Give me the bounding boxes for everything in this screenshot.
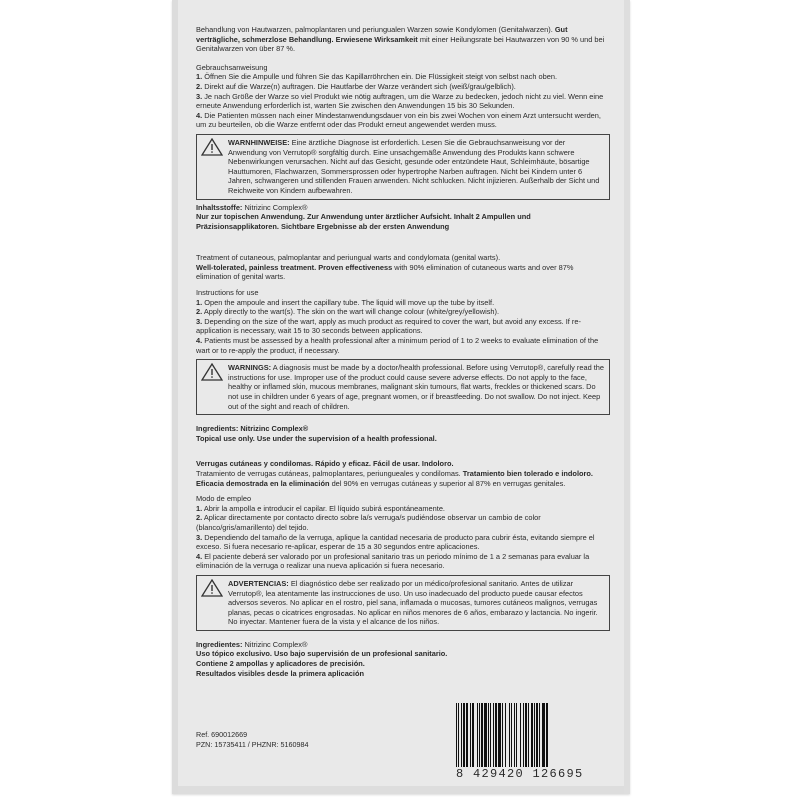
es-usage-note: Uso tópico exclusivo. Uso bajo supervisión de un profesional sanitario.	[196, 649, 448, 659]
es-step: 2. Aplicar directamente por contacto directo sobre la/s verruga/s pudiéndose observar un cambio de color (blanco/gris/amarillento) del tejido.	[196, 513, 541, 532]
es-usage-title: Modo de empleo	[196, 494, 252, 504]
panel-right-fold	[624, 0, 630, 794]
de-step: 3. Je nach Größe der Warze so viel Produkt wie nötig auftragen, um die Warze zu bedecken, jedoch nicht zu viel. Wenn eine erneute Anwendung erforderlich ist, warten Sie zwischen den Anwendungen 15 bis 30 Sekunden.	[196, 91, 604, 111]
de-step: 4. Die Patienten müssen nach einer Mindestanwendungsdauer von ein bis zwei Wochen von einem Arzt untersucht werden, um zu beurteilen, ob die Warze entfernt oder das Produkt erneut angewendet werden muss.	[196, 110, 601, 130]
de-usage-note: Nur zur topischen Anwendung. Zur Anwendung unter ärztlicher Aufsicht. Inhalt 2 Ampullen und Präzisionsapplikatoren. Sichtbare Ergebnisse ab der ersten Anwendung	[196, 212, 531, 231]
panel-left-fold	[172, 0, 178, 794]
de-ingredients: Inhaltsstoffe: Nitrizinc Complex®	[196, 202, 308, 212]
es-step: 1. Abrir la ampolla e introducir el capilar. El líquido subirá espontáneamente.	[196, 503, 445, 513]
es-warning-box: ADVERTENCIAS: El diagnóstico debe ser realizado por un médico/profesional sanitario. Antes de utilizar Verrutop®, lea atentamente las instrucciones de uso. Un uso inadecuado del producto puede causar efectos adversos severos. No aplicar en el rostro, piel sana, inflamada o mucosas, tumores cutáneos malignos, verrugas planas, pecas o cicatrices engrosadas. No aplicar en niños menores de 6 años, embarazo y lactancia. No ingerir. No inyectar. Mantener fuera de la vista y el alcance de los niños.	[196, 575, 610, 631]
english-section	[196, 253, 610, 443]
barcode-bar	[547, 703, 548, 767]
ref-number: Ref. 690012669	[196, 730, 248, 739]
ean-barcode	[456, 703, 612, 781]
en-usage-title: Instructions for use	[196, 288, 259, 298]
reference-codes	[196, 730, 309, 749]
barcode-number: 8 429420 126695	[456, 767, 612, 781]
en-intro: Treatment of cutaneous, palmoplantar and periungual warts and condylomata (genital warts). Well-tolerated, painless treatment. Proven effectiveness with 90% elimination of cutaneous warts and over 87% elimination of genital warts.	[196, 253, 574, 282]
pzn-number: PZN: 15735411 / PHZNR: 5160984	[196, 739, 309, 749]
warning-triangle-icon	[201, 363, 223, 381]
spanish-section	[196, 459, 610, 678]
es-results-note: Resultados visibles desde la primera aplicación	[196, 668, 364, 678]
de-warning-box: WARNHINWEISE: Eine ärztliche Diagnose ist erforderlich. Lesen Sie die Gebrauchsanweisung vor der Anwendung von Verrutop® sorgfältig durch. Eine unsachgemäße Anwendung des Produkts kann schwere Nebenwirkungen verursachen. Nicht auf das Gesicht, gesunde oder entzündete Haut, Schleimhäute, bösartige Hauttumoren, Flachwarzen, Sommersprossen oder hypertrophe Narben auftragen. Nicht bei Kindern unter 6 Jahren, schwangeren und stillenden Frauen anwenden. Nicht schlucken. Nicht injizieren. Außerhalb der Sicht und Reichweite von Kindern aufbewahren.	[196, 134, 610, 200]
en-step: 4. Patients must be assessed by a health professional after a minimum period of 1 to 2 weeks to evaluate elimination of the wart or to re-apply the product, if necessary.	[196, 336, 599, 355]
en-step: 2. Apply directly to the wart(s). The skin on the wart will change colour (white/grey/yellowish).	[196, 307, 500, 317]
es-ingredients: Ingredientes: Nitrizinc Complex®	[196, 639, 308, 649]
es-intro: Tratamiento de verrugas cutáneas, palmoplantares, periunguealеs y condilomas. Tratamiento bien tolerado e indoloro. Eficacia demostrada en la eliminación del 90% en verrugas cutáneas y superior al 87% en verrugas genitales.	[196, 468, 593, 488]
de-step: 1. Öffnen Sie die Ampulle und führen Sie das Kapillarröhrchen ein. Die Flüssigkeit steigt von selbst nach oben.	[196, 72, 558, 82]
german-section	[196, 25, 610, 231]
warning-triangle-icon	[201, 138, 223, 156]
barcode-bars	[456, 703, 612, 767]
en-step: 3. Depending on the size of the wart, apply as much product as required to cover the wart, but avoid any excess. If re-application is necessary, wait 15 to 30 seconds between applications.	[196, 316, 581, 336]
es-headline: Verrugas cutáneas y condilomas. Rápido y eficaz. Fácil de usar. Indoloro.	[196, 459, 454, 469]
panel-bottom-fold	[178, 786, 624, 794]
en-step: 1. Open the ampoule and insert the capillary tube. The liquid will move up the tube by itself.	[196, 297, 495, 307]
de-intro: Behandlung von Hautwarzen, palmoplantaren und periungualen Warzen sowie Kondylomen (Genitalwarzen). Gut verträgliche, schmerzlose Behandlung. Erwiesene Wirksamkeit mit einer Heilungsrate bei Hautwarzen von 90 % und bei Genitalwarzen von über 87 %.	[196, 25, 605, 54]
en-warning-box: WARNINGS: A diagnosis must be made by a doctor/health professional. Before using Verrutop®, carefully read the instructions for use. Improper use of the product could cause severe adverse effects. Do not apply to the face, healthy or inflamed skin, mucous membranes, malignant skin tumours, flat warts, freckles or thickened scars. Do not use in children under 6 years of age, pregnant women, or if breastfeeding. Do not swallow. Do not inject. Keep out of the sight and reach of children.	[196, 359, 610, 415]
en-ingredients: Ingredients: Nitrizinc Complex®	[196, 424, 309, 434]
es-step: 3. Dependiendo del tamaño de la verruga, aplique la cantidad necesaria de producto para cubrir ésta, evitando siempre el exceso. Si fuera necesario re-aplicar, esperar de 15 a 30 segundos entre aplicaciones.	[196, 532, 595, 552]
es-contents-note: Contiene 2 ampollas y aplicadores de precisión.	[196, 659, 365, 669]
en-usage-note: Topical use only. Use under the supervision of a health professional.	[196, 433, 437, 443]
label-text-area	[196, 25, 610, 678]
es-step: 4. El paciente deberá ser valorado por un profesional sanitario tras un periodo mínimo de 1 a 2 semanas para evaluar la eliminación de la verruga o realizar una nueva aplicación si fuera necesario.	[196, 551, 590, 571]
de-usage-title: Gebrauchsanweisung	[196, 62, 268, 72]
warning-triangle-icon	[201, 579, 223, 597]
de-step: 2. Direkt auf die Warze(n) auftragen. Die Hautfarbe der Warze verändert sich (weiß/grau/gelblich).	[196, 81, 516, 91]
